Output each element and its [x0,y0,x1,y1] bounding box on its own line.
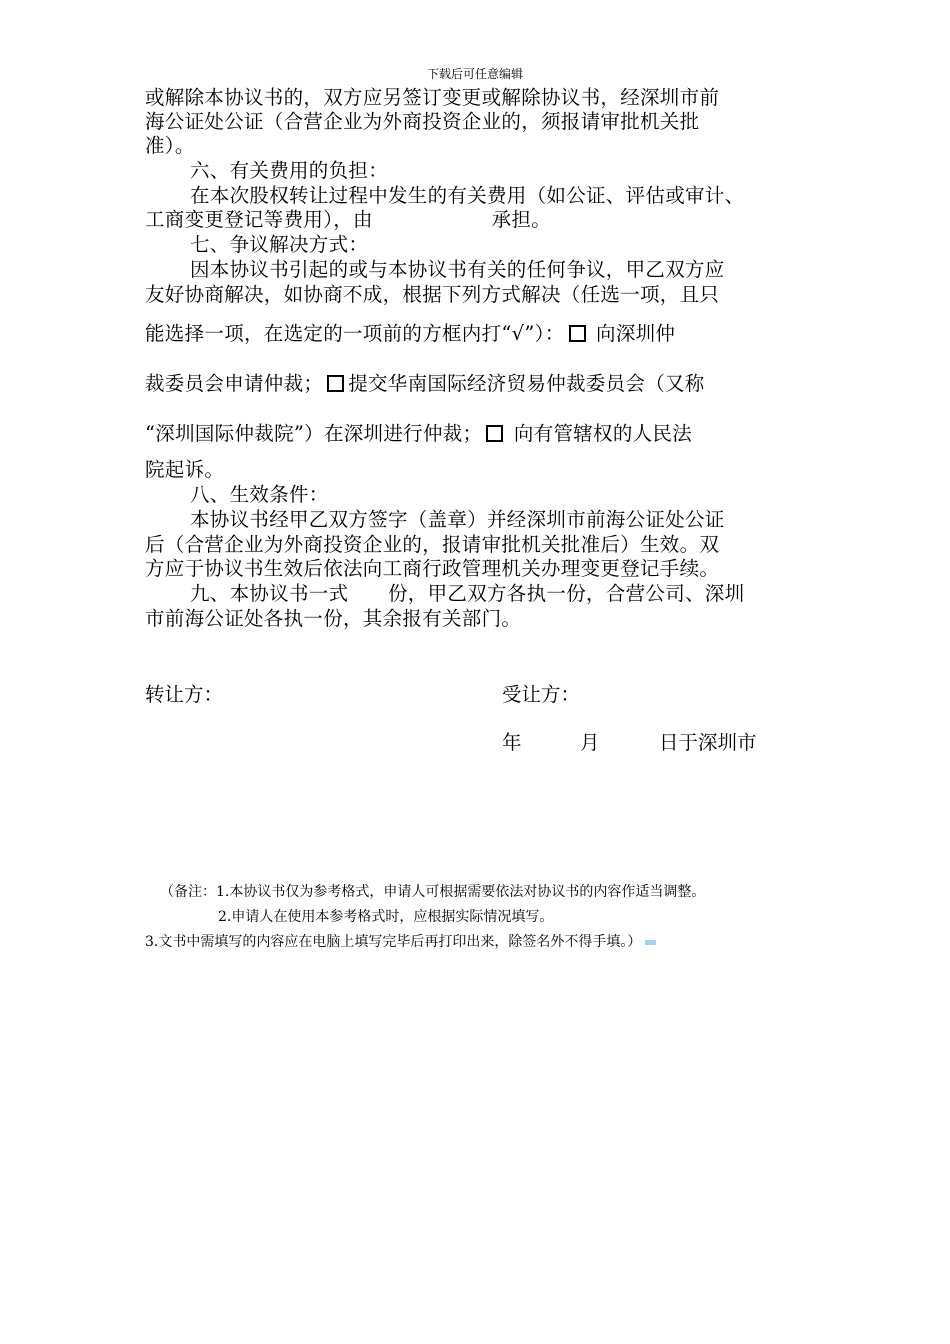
highlight-marker-icon [645,940,656,945]
paragraph-line: 在本次股权转让过程中发生的有关费用（如公证、评估或审计、 [190,184,745,207]
options-intro: 能选择一项，在选定的一项前的方框内打“√”）： [145,322,565,345]
paragraph-line: 工商变更登记等费用），由 承担。 [145,208,552,231]
checkbox-arbitration-scia[interactable] [327,375,344,392]
transferee-label: 受让方： [502,683,581,706]
options-line-1 [145,322,675,346]
section-heading-dispute: 七、争议解决方式： [190,233,369,256]
paragraph-line: 市前海公证处各执一份，其余报有关部门。 [145,607,522,630]
option-1-text-cont: 裁委员会申请仲裁； [145,372,324,395]
checkbox-arbitration-shenzhen[interactable] [569,325,586,342]
note-line-3 [145,933,656,951]
paragraph-line: 方应于协议书生效后依法向工商行政管理机关办理变更登记手续。 [145,557,720,580]
date-year-label: 年 [502,731,522,754]
paragraph-line: 或解除本协议书的，双方应另签订变更或解除协议书，经深圳市前 [145,86,720,109]
paragraph-line: 准）。 [145,134,195,157]
section-heading-effectiveness: 八、生效条件： [190,483,329,506]
page-header: 下载后可任意编辑 [426,67,523,81]
note-line-3-text: 3.文书中需填写的内容应在电脑上填写完毕后再打印出来，除签名外不得手填。） [145,934,642,950]
section-heading-fees: 六、有关费用的负担： [190,159,389,182]
note-line-1: （备注：1.本协议书仅为参考格式，申请人可根据需要依法对协议书的内容作适当调整。 [160,884,706,900]
option-2-text-cont: “深圳国际仲裁院”）在深圳进行仲裁； [145,422,483,445]
paragraph-line: 后（合营企业为外商投资企业的，报请审批机关批准后）生效。双 [145,533,720,556]
option-3-text: 向有管辖权的人民法 [513,422,693,445]
option-2-text: 提交华南国际经济贸易仲裁委员会（又称 [348,372,705,395]
paragraph-line: 因本协议书引起的或与本协议书有关的任何争议，甲乙双方应 [190,258,725,281]
paragraph-line: 本协议书经甲乙双方签字（盖章）并经深圳市前海公证处公证 [190,508,725,531]
paragraph-line: 海公证处公证（合营企业为外商投资企业的，须报请审批机关批 [145,110,700,133]
note-line-2: 2.申请人在使用本参考格式时，应根据实际情况填写。 [218,909,554,925]
transferor-label: 转让方： [145,683,224,706]
paragraph-line: 九、本协议书一式 份，甲乙双方各执一份，合营公司、深圳 [190,582,745,605]
paragraph-line: 友好协商解决，如协商不成，根据下列方式解决（任选一项，且只 [145,283,720,306]
checkbox-court[interactable] [486,425,503,442]
date-month-label: 月 [580,731,600,754]
date-day-place-label: 日于深圳市 [659,731,757,754]
paragraph-line: 院起诉。 [145,458,225,481]
option-1-text: 向深圳仲 [596,322,676,345]
options-line-3 [145,422,692,446]
options-line-2 [145,372,705,396]
